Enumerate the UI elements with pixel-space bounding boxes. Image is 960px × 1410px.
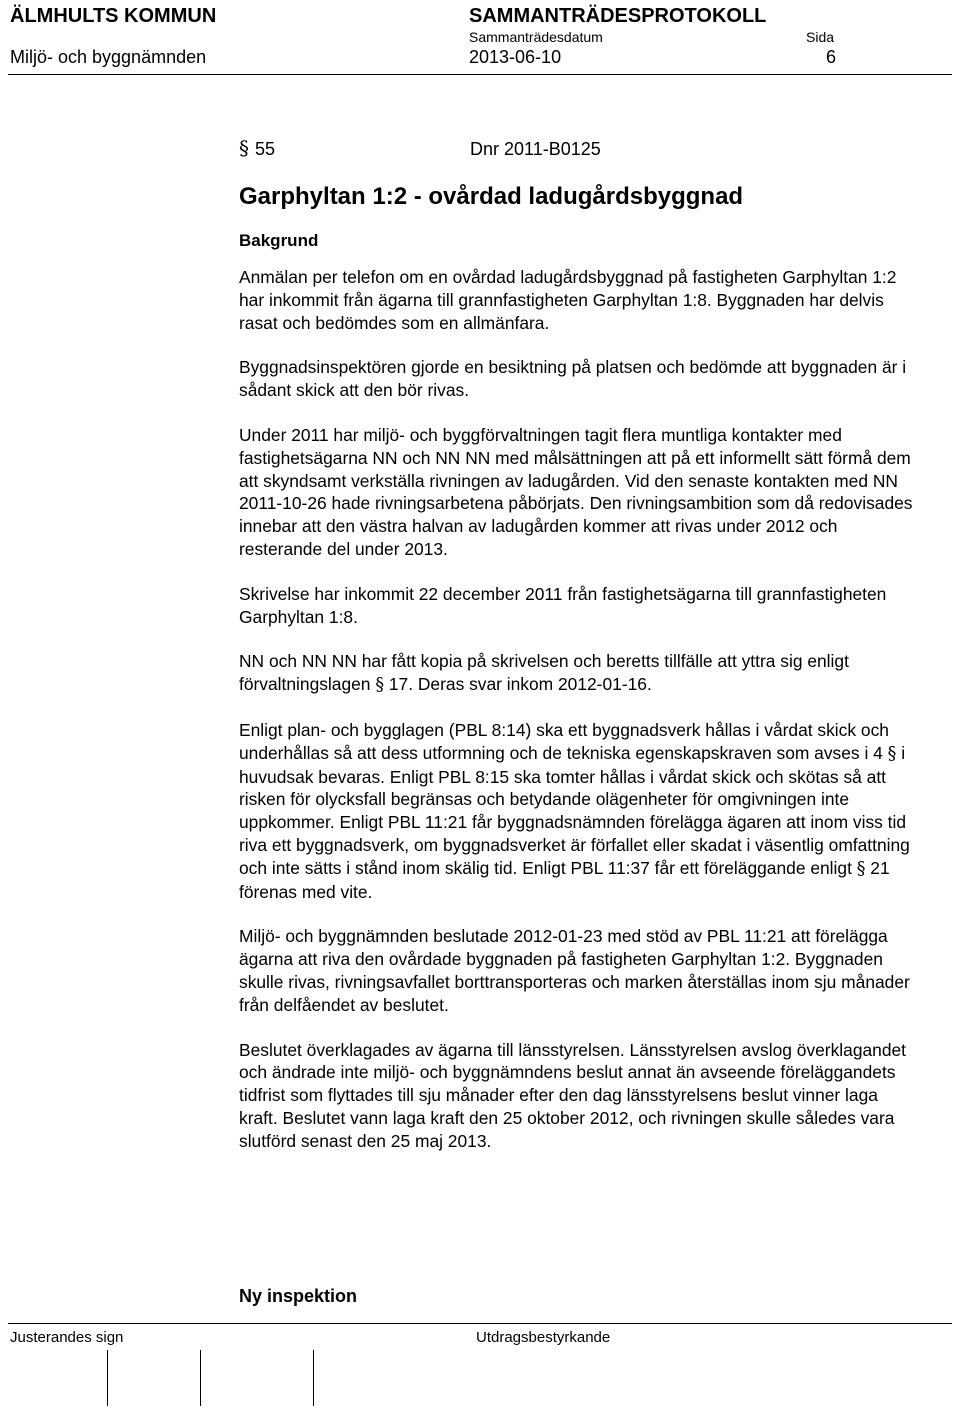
item-title: Garphyltan 1:2 - ovårdad ladugårdsbyggnad [239,183,744,210]
paragraph-1: Anmälan per telefon om en ovårdad ladugårdsbyggnad på fastigheten Garphyltan 1:2 har inkommit från ägarna till grannfastigheten Garphyltan 1:8. Byggnaden har delvis rasat och bedömdes som en allmänfara. [239,267,897,333]
diary-number: Dnr 2011-B0125 [470,139,601,159]
item-reference [239,138,919,166]
section-mark-inline: § [375,675,385,696]
paragraph-3: Under 2011 har miljö- och byggförvaltningen tagit flera muntliga kontakter med fastighetsägarna NN och NN NN med målsättningen att på ett informellt sätt förmå dem att skyndsamt verkställa rivningen av ladugården. Vid den senaste kontakten med NN 2011-10-26 hade rivningsarbetena påbörjats. Den rivningsambition som då redovisades innebar att den västra halvan av ladugården kommer att rivas under 2012 och resterande del under 2013. [239,424,913,559]
section-mark-inline: § [856,858,866,879]
section-mark-inline: § [887,743,897,764]
date-label: Sammanträdesdatum [469,29,603,45]
item-number: 55 [255,139,276,159]
org-name: ÄLMHULTS KOMMUN [10,5,217,27]
main-content [239,138,919,1153]
signature-box-divider-1 [107,1350,108,1406]
paragraph-5 [239,650,919,697]
paragraph-5-text-a: NN och NN NN har fått kopia på skrivelsen och beretts tillfälle att yttra sig enligt förvaltningslagen [239,651,849,695]
paragraph-6 [239,719,919,903]
committee-name: Miljö- och byggnämnden [10,47,207,67]
section-heading: Bakgrund [239,231,319,250]
paragraph-5-text-b: 17. Deras svar inkom 2012-01-16. [384,674,652,695]
paragraph-8: Beslutet överklagades av ägarna till länsstyrelsen. Länsstyrelsen avslog överklagandet och ändrade inte miljö- och byggnämndens beslut annat än avseende föreläggandets tidfrist som flyttades till sju månader efter den dag länsstyrelsens beslut vinner laga kraft. Beslutet vann laga kraft den 25 oktober 2012, och rivningen skulle således vara slutförd senast den 25 maj 2013. [239,1039,907,1151]
paragraph-6-text-a: Enligt plan- och bygglagen (PBL 8:14) ska ett byggnadsverk hållas i vårdat skick och underhållas så att dess utformning och de tekniska egenskapskraven som avses i 4 [239,719,889,763]
section-mark: § [239,136,249,160]
paragraph-6-text-b: i huvudsak bevaras. Enligt PBL 8:15 ska tomter hållas i vårdat skick och skötas så att risken för olycksfall begränsas och betydande olägenheter för omgivningen inte uppkommer. Enligt PBL 11:21 får byggnadsnämnden förelägga ägaren att inom viss tid riva ett byggnadsverk, om byggnadsverket är förfallet eller skadat i väsentlig omfattning och inte sätts i stånd inom skälig tid. Enligt PBL 11:37 får ett föreläggande enligt [239,742,910,878]
paragraph-2: Byggnadsinspektören gjorde en besiktning på platsen och bedömde att byggnaden är i sådant skick att den bör rivas. [239,357,907,401]
document-type: SAMMANTRÄDESPROTOKOLL [469,5,767,27]
paragraph-7: Miljö- och byggnämnden beslutade 2012-01-23 med stöd av PBL 11:21 att förelägga ägarna att riva den ovårdade byggnaden på fastigheten Garphyltan 1:2. Byggnaden skulle rivas, rivningsavfallet borttransporteras och marken återställas inom sju månader från delfåendet av beslutet. [239,926,910,1015]
justerandes-sign-label: Justerandes sign [10,1329,124,1346]
utdragsbestyrkande-label: Utdragsbestyrkande [476,1329,611,1346]
paragraph-4: Skrivelse har inkommit 22 december 2011 från fastighetsägarna till grannfastigheten Garphyltan 1:8. [239,583,887,627]
page-number: 6 [826,47,837,67]
footer-divider [8,1323,952,1324]
meeting-date: 2013-06-10 [469,47,562,67]
page-label: Sida [806,29,835,45]
signature-box-divider-3 [313,1350,314,1406]
paragraph-6-text-c: 21 förenas med vite. [239,857,890,902]
next-section-heading: Ny inspektion [239,1286,358,1306]
signature-box-divider-2 [200,1350,201,1406]
header-divider [8,74,952,75]
